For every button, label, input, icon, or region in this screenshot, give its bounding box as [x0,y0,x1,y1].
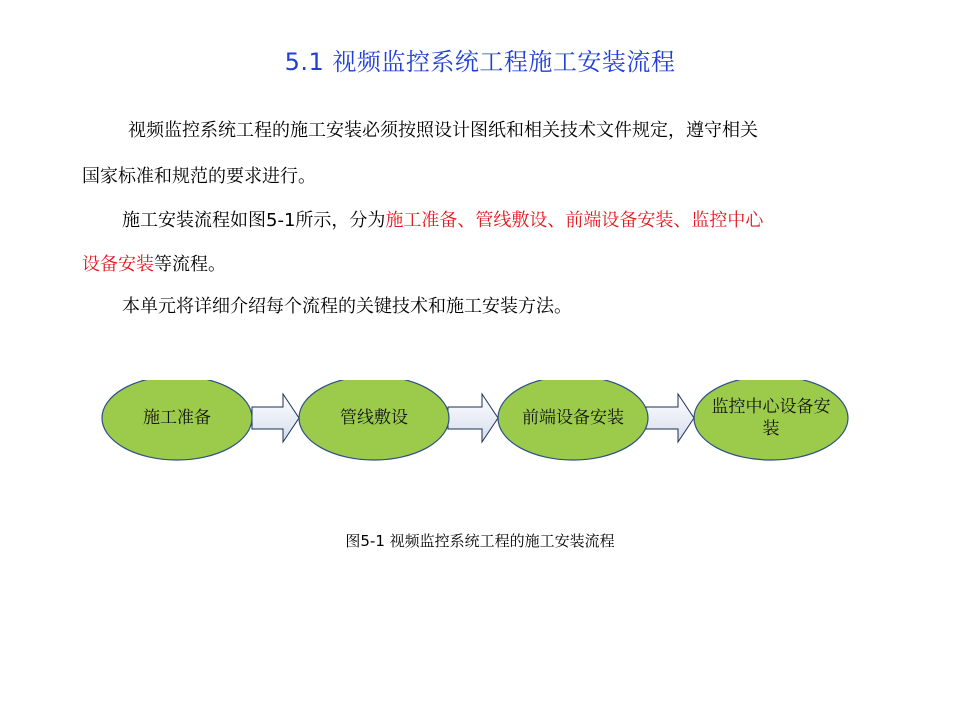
flow-arrow-1 [252,394,299,442]
flow-node-3-label: 前端设备安装 [522,408,624,428]
paragraph-2-line-1 [122,210,922,232]
paragraph-2-highlight-1: 施工准备、管线敷设、前端设备安装、监控中心 [385,210,764,231]
paragraph-2-line-2 [82,254,882,276]
paragraph-3: 本单元将详细介绍每个流程的关键技术和施工安装方法。 [122,296,572,317]
flow-node-1-label: 施工准备 [143,408,211,428]
flow-node-4-label: 监控中心设备安装 [711,397,831,439]
flow-arrow-2 [448,394,498,442]
flow-arrow-3 [646,394,694,442]
paragraph-1-line-2: 国家标准和规范的要求进行。 [82,166,316,187]
paragraph-1-line-1: 视频监控系统工程的施工安装必须按照设计图纸和相关技术文件规定，遵守相关 [128,120,758,141]
flow-node-2-label: 管线敷设 [340,408,408,428]
flow-diagram [0,380,960,480]
paragraph-2-highlight-2: 设备安装 [82,254,154,275]
paragraph-2-suffix: 等流程。 [154,254,226,275]
page-title: 5.1 视频监控系统工程施工安装流程 [284,48,676,76]
paragraph-2-prefix: 施工安装流程如图5-1所示，分为 [122,210,386,231]
figure-caption: 图5-1 视频监控系统工程的施工安装流程 [345,532,615,550]
